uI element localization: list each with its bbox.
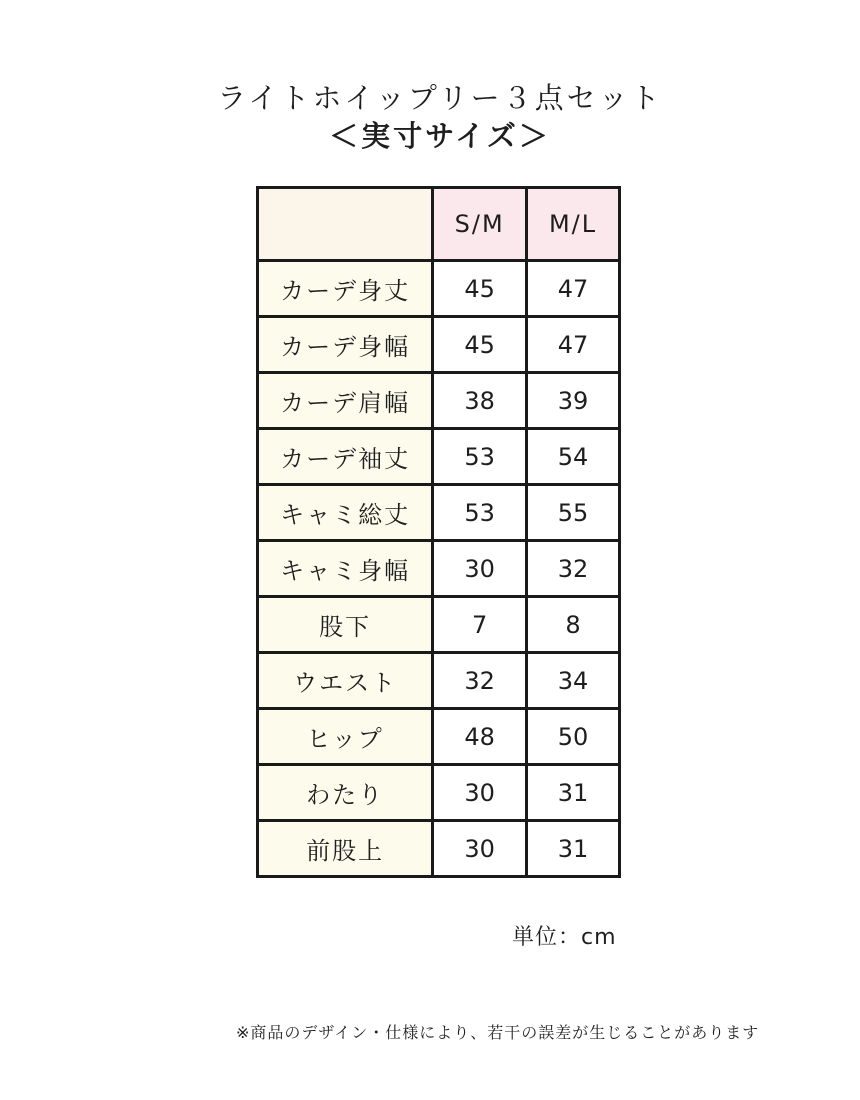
disclaimer-note: ※商品のデザイン・仕様により、若干の誤差が生じることがあります <box>236 1023 760 1042</box>
value-ml: 8 <box>527 597 620 653</box>
row-label: 前股上 <box>258 821 433 877</box>
table-row <box>258 429 620 485</box>
row-label: カーデ身幅 <box>258 317 433 373</box>
value-sm: 30 <box>433 821 527 877</box>
value-ml: 31 <box>527 765 620 821</box>
value-ml: 39 <box>527 373 620 429</box>
value-sm: 30 <box>433 765 527 821</box>
table-row <box>258 373 620 429</box>
table-row <box>258 541 620 597</box>
table-header-row <box>258 188 620 261</box>
value-sm: 48 <box>433 709 527 765</box>
table-row <box>258 821 620 877</box>
row-label: カーデ袖丈 <box>258 429 433 485</box>
row-label: カーデ身丈 <box>258 261 433 317</box>
page-title: ライトホイップリー３点セット <box>217 81 663 115</box>
value-sm: 7 <box>433 597 527 653</box>
value-ml: 47 <box>527 317 620 373</box>
value-sm: 53 <box>433 485 527 541</box>
size-table <box>256 186 621 878</box>
value-sm: 30 <box>433 541 527 597</box>
value-sm: 32 <box>433 653 527 709</box>
page-subtitle: ＜実寸サイズ＞ <box>329 119 551 153</box>
table-corner-cell <box>258 188 433 261</box>
table-row <box>258 485 620 541</box>
value-sm: 53 <box>433 429 527 485</box>
row-label: 股下 <box>258 597 433 653</box>
size-header-ml: M/L <box>527 188 620 261</box>
table-row <box>258 653 620 709</box>
row-label: キャミ身幅 <box>258 541 433 597</box>
value-ml: 32 <box>527 541 620 597</box>
value-ml: 54 <box>527 429 620 485</box>
row-label: わたり <box>258 765 433 821</box>
table-row <box>258 317 620 373</box>
value-ml: 50 <box>527 709 620 765</box>
table-row <box>258 709 620 765</box>
row-label: ウエスト <box>258 653 433 709</box>
table-row <box>258 261 620 317</box>
row-label: カーデ肩幅 <box>258 373 433 429</box>
row-label: ヒップ <box>258 709 433 765</box>
value-ml: 34 <box>527 653 620 709</box>
value-sm: 45 <box>433 317 527 373</box>
unit-label: 単位：cm <box>512 925 617 950</box>
table-row <box>258 597 620 653</box>
value-ml: 55 <box>527 485 620 541</box>
value-sm: 38 <box>433 373 527 429</box>
table-row <box>258 765 620 821</box>
size-header-sm: S/M <box>433 188 527 261</box>
value-ml: 31 <box>527 821 620 877</box>
row-label: キャミ総丈 <box>258 485 433 541</box>
value-ml: 47 <box>527 261 620 317</box>
value-sm: 45 <box>433 261 527 317</box>
